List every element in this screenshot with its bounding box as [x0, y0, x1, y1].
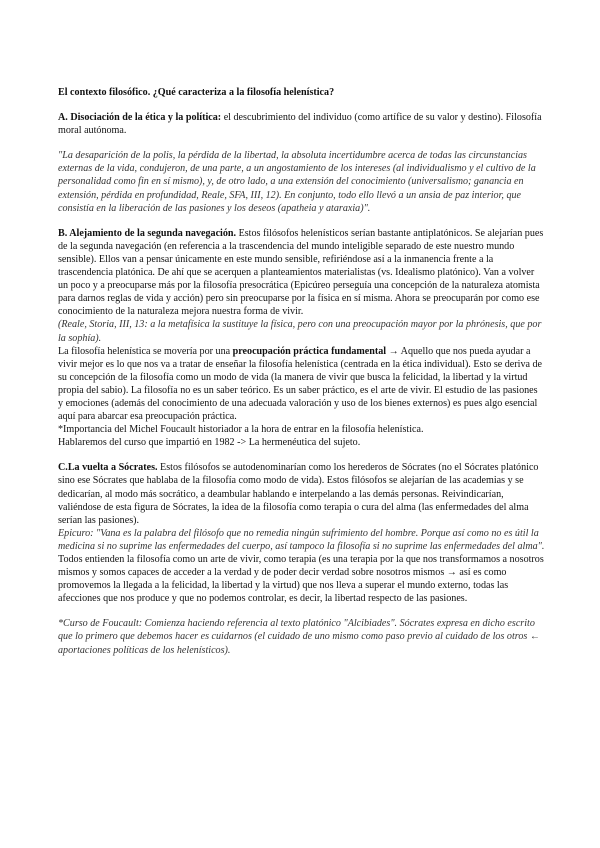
section-b-quote: (Reale, Storia, III, 13: a la metafísica la sustituye la física, pero con una preocupación mayor por la phrónesis, que por la sophía).	[58, 319, 542, 344]
section-c-paragraph-2: Todos entienden la filosofía como un arte de vivir, como terapia (es una terapia por la que nos transformamos a nosotros mismos y somos capaces de acceder a la verdad y de poder decir verdad sobre nosotros mismos → así es como promovemos la llegada a la felicidad, la libertad y la virtud) que nos lleva a superar el mundo externo, todas las afecciones que nos produce y que no podemos controlar, es decir, la libertad respecto de las pasiones.	[58, 554, 544, 605]
section-a-paragraph	[58, 111, 545, 137]
section-b-heading: B. Alejamiento de la segunda navegación.	[58, 227, 237, 239]
section-c-paragraph	[58, 461, 545, 526]
document-body	[58, 86, 545, 657]
section-c-text: Estos filósofos se autodenominarían como los herederos de Sócrates (no el Sócrates platónico sino ese Sócrates que hablaba de la filosofía como modo de vida). Estos filósofos se alejarían de las academias y se dedicarían, al modo más socrático, a deambular hablando e interpelando a las demás personas. Reivindicarían, valiéndose de esta figura de Sócrates, la idea de la filosofía como terapia o cura del alma (las enfermedades del alma serían las pasiones).	[58, 462, 539, 526]
section-a-quote: "La desaparición de la polis, la pérdida de la libertad, la absoluta incertidumbre acerca de todas las circunstancias externas de la vida, condujeron, de una parte, a un angostamiento de los intereses (al individualismo y el cultivo de la personalidad como fin en sí mismo), y, de otro lado, a una extensión del conocimiento (universalismo; ganancia en extensión, pérdida en profundidad, Reale, SFA, III, 12). En conjunto, todo ello llevó a un ansia de paz interior, que consistía en la liberación de las pasiones y los deseos (apatheia y ataraxia)".	[58, 150, 536, 214]
section-c-quote: Epicuro: "Vana es la palabra del filósofo que no remedia ningún sufrimiento del hombre. Porque así como no es útil la medicina si no suprime las enfermedades del cuerpo, así tampoco la filosofía si no suprime las enfermedades del alma".	[58, 527, 545, 552]
section-a-heading: A. Disociación de la ética y la política:	[58, 112, 222, 124]
section-b-paragraph-2	[58, 345, 545, 424]
section-b-note-2: Hablaremos del curso que impartió en 1982 -> La hermenéutica del sujeto.	[58, 437, 361, 449]
section-b-note-1: *Importancia del Michel Foucault historiador a la hora de entrar en la filosofía helenística.	[58, 424, 424, 436]
section-b-paragraph	[58, 227, 545, 319]
section-a-text: el descubrimiento del individuo (como artífice de su valor y destino). Filosofía moral autónoma.	[58, 112, 542, 137]
section-b-text: Estos filósofos helenísticos serían bastante antiplatónicos. Se alejarían pues de la segunda navegación (en referencia a la trascendencia del mundo inteligible separado de este nuestro mundo sensible). Ellos van a pensar únicamente en este mundo sensible, refiriéndose así a la inmanencia frente a la trascendencia platónica. De ahí que se acerquen a planteamientos materialistas (vs. Idealismo platónico). Van a volver un poco y a preocuparse más por la filosofía presocrática (Epicúreo perseguía una concepción de la naturaleza atomista para darnos reglas de vida y acción) pero sin preocuparse por la física en sí misma. Ahora se preocuparán por como ese conocimiento de la naturaleza mejora nuestra forma de vivir.	[58, 227, 544, 318]
document-title: El contexto filosófico. ¿Qué caracteriza a la filosofía helenística?	[58, 87, 335, 98]
section-c-heading: C.La vuelta a Sócrates.	[58, 462, 158, 474]
section-b-p2-rest: → Aquello que nos pueda ayudar a vivir mejor es lo que nos va a tratar de enseñar la filosofía helenística (centrada en la ética individual). Esto se deriva de su concepción de la filosofía como un modo de vida (la manera de vivir que busca la felicidad, la libertad y la virtud propia del sabio). La filosofía no es un saber teórico. Es un saber práctico, es el arte de vivir. El estudio de las pasiones y emociones (además del conocimiento de una adecuada valoración y uso de los bienes externos) es pues algo esencial aquí para abarcar esa preocupación práctica.	[58, 345, 543, 423]
section-b-p2-start: La filosofía helenística se movería por una	[58, 345, 233, 357]
section-b-p2-bold: preocupación práctica fundamental	[232, 345, 387, 357]
section-c-note: *Curso de Foucault: Comienza haciendo referencia al texto platónico "Alcibiades". Sócrates expresa en dicho escrito que lo primero que debemos hacer es cuidarnos (el cuidado de uno mismo como paso previo al cuidado de los otros ← aportaciones políticas de los helenísticos).	[58, 618, 540, 656]
